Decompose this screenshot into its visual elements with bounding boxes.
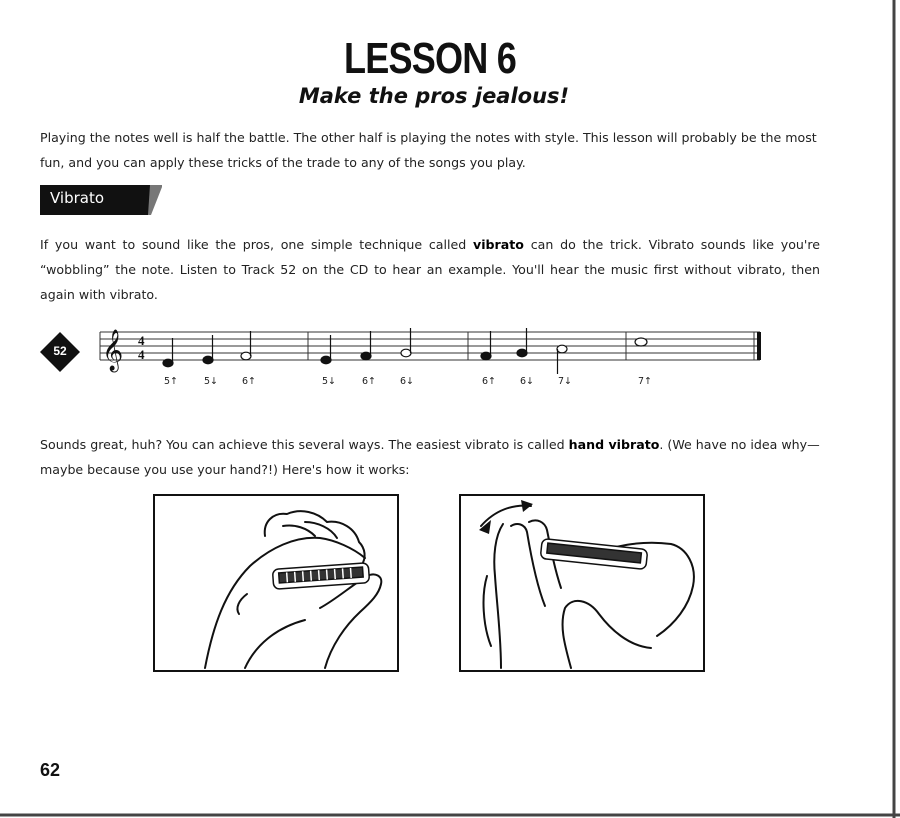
section-label: Vibrato (50, 189, 105, 207)
tab-label: 7↑ (638, 376, 653, 387)
tab-label: 7↓ (558, 376, 573, 387)
hand-vibrato-motion-icon (461, 496, 703, 670)
lesson-subtitle: Make the pros jealous! (298, 84, 570, 108)
intro-paragraph: Playing the notes well is half the battle. The other half is playing the notes with style. This lesson will probably be the most fun, and you can apply these tricks of the trade to any of the songs you play. (40, 130, 817, 170)
music-notation (38, 318, 778, 398)
tab-label: 5↑ (164, 376, 179, 387)
svg-text:4: 4 (138, 333, 145, 348)
hand-open-illustration (459, 494, 705, 672)
hand-closed-illustration (153, 494, 399, 672)
tab-label: 6↓ (520, 376, 535, 387)
page-number: 62 (40, 760, 61, 780)
music-staff (38, 318, 778, 378)
hands-holding-harmonica-icon (155, 496, 397, 670)
lesson-title: LESSON 6 (344, 34, 516, 83)
tab-label: 6↓ (400, 376, 415, 387)
hand-vibrato-term: hand vibrato (568, 437, 660, 452)
hand-text-2: . (We have no idea why—maybe because you use your hand?!) Here's how it works: (40, 437, 820, 477)
vibrato-text-2: can do the trick. Vibrato sounds like you're “wobbling” the note. Listen to Track 52 on the CD to hear an example. You'll hear the music first without vibrato, then again with vibrato. (40, 237, 820, 302)
tab-label: 6↑ (482, 376, 497, 387)
vibrato-text-1: If you want to sound like the pros, one simple technique called (40, 237, 474, 252)
tab-label: 6↑ (242, 376, 257, 387)
track-number: 52 (53, 344, 67, 358)
tab-label: 5↓ (322, 376, 337, 387)
svg-text:4: 4 (138, 347, 145, 362)
svg-text:𝄞: 𝄞 (102, 330, 124, 371)
hand-text-1: Sounds great, huh? You can achieve this several ways. The easiest vibrato is called (40, 437, 569, 452)
tab-label: 5↓ (204, 376, 219, 387)
vibrato-paragraph (40, 232, 820, 307)
tab-label: 6↑ (362, 376, 377, 387)
hand-vibrato-paragraph (40, 432, 820, 482)
vibrato-section-header (40, 185, 160, 215)
vibrato-term: vibrato (473, 237, 524, 252)
